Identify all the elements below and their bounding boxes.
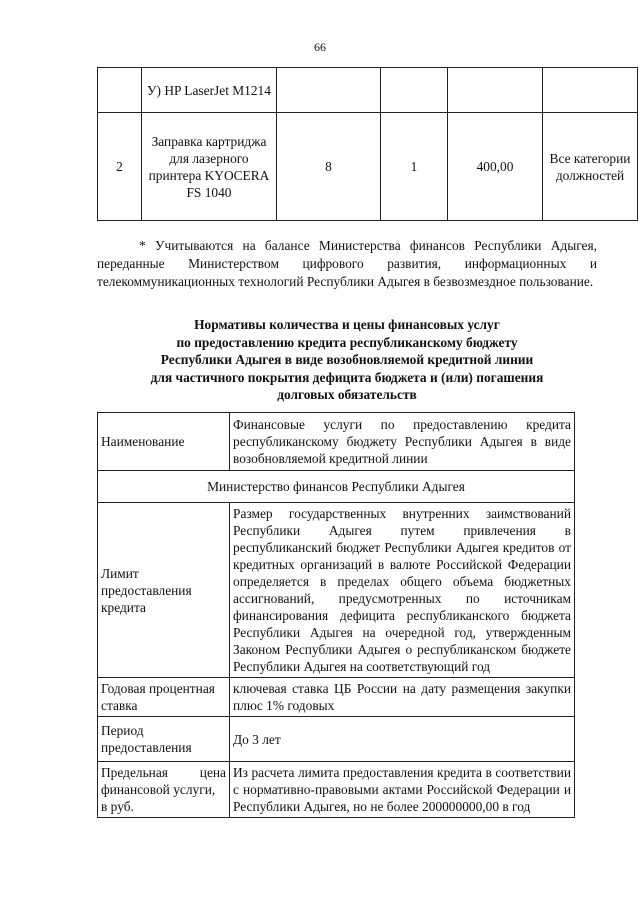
label-period: Период предоставления [98, 717, 230, 762]
cell-number [98, 68, 142, 113]
table-row [98, 503, 575, 678]
heading-line: для частичного покрытия дефицита бюджета и (или) погашения [150, 369, 544, 385]
table-row [98, 717, 575, 762]
label-price-line: финансовой услуги, [101, 782, 216, 797]
organization-row: Министерство финансов Республики Адыгея [98, 471, 575, 503]
cell-category [543, 68, 638, 113]
table-row [98, 471, 575, 503]
cell-quantity [277, 68, 381, 113]
footnote: * Учитываются на балансе Министерства финансов Республики Адыгея, переданные Министерством цифрового развития, информационных и телекоммуникационных технологий Республики Адыгея в безвозмездное пользование. [97, 238, 597, 289]
table-row [98, 113, 638, 221]
norms-table [97, 412, 575, 818]
page-number: 66 [314, 40, 326, 54]
cell-quantity: 8 [277, 113, 381, 221]
table-row [98, 678, 575, 717]
cell-name: Заправка картриджа для лазерного принтера KYOCERA FS 1040 [142, 113, 277, 221]
section-heading [97, 316, 597, 404]
table-row [98, 762, 575, 818]
value-price: Из расчета лимита предоставления кредита в соответствии с нормативно-правовыми актами Российской Федерации и Республики Адыгея, но не более 200000000,00 в год [230, 762, 575, 818]
cell-units [381, 68, 448, 113]
value-period: До 3 лет [230, 717, 575, 762]
heading-line: Нормативы количества и цены финансовых услуг [194, 317, 500, 332]
heading-line: долговых обязательств [277, 387, 417, 402]
label-price-line: в руб. [101, 799, 134, 814]
cell-price: 400,00 [448, 113, 543, 221]
cell-name: У) HP LaserJet M1214 [142, 68, 277, 113]
heading-line: по предоставлению кредита республиканскому бюджету [176, 334, 518, 350]
cell-price [448, 68, 543, 113]
cell-number: 2 [98, 113, 142, 221]
heading-line: Республики Адыгея в виде возобновляемой кредитной линии [160, 352, 534, 367]
value-name: Финансовые услуги по предоставлению кредита республиканскому бюджету Республики Адыгея в виде возобновляемой кредитной линии [230, 413, 575, 471]
equipment-table [97, 67, 638, 221]
table-row [98, 413, 575, 471]
value-rate: ключевая ставка ЦБ России на дату размещения закупки плюс 1% годовых [230, 678, 575, 717]
cell-category: Все категории должностей [543, 113, 638, 221]
cell-units: 1 [381, 113, 448, 221]
value-limit: Размер государственных внутренних заимствований Республики Адыгея путем привлечения в республиканский бюджет Республики Адыгея кредитов от кредитных организаций в валюте Российской Федерации определяется в пределах общего объема бюджетных ассигнований, предусмотренных по источникам финансирования дефицита республиканского бюджета Республики Адыгея на очередной год, утвержденным Законом Республики Адыгея о республиканском бюджете Республики Адыгея на соответствующий год [230, 503, 575, 678]
table-row [98, 68, 638, 113]
label-price-line: Предельная цена [101, 765, 226, 780]
label-rate: Годовая процентная ставка [98, 678, 230, 717]
label-name: Наименование [98, 413, 230, 471]
label-price [98, 762, 230, 818]
label-limit: Лимит предоставления кредита [98, 503, 230, 678]
